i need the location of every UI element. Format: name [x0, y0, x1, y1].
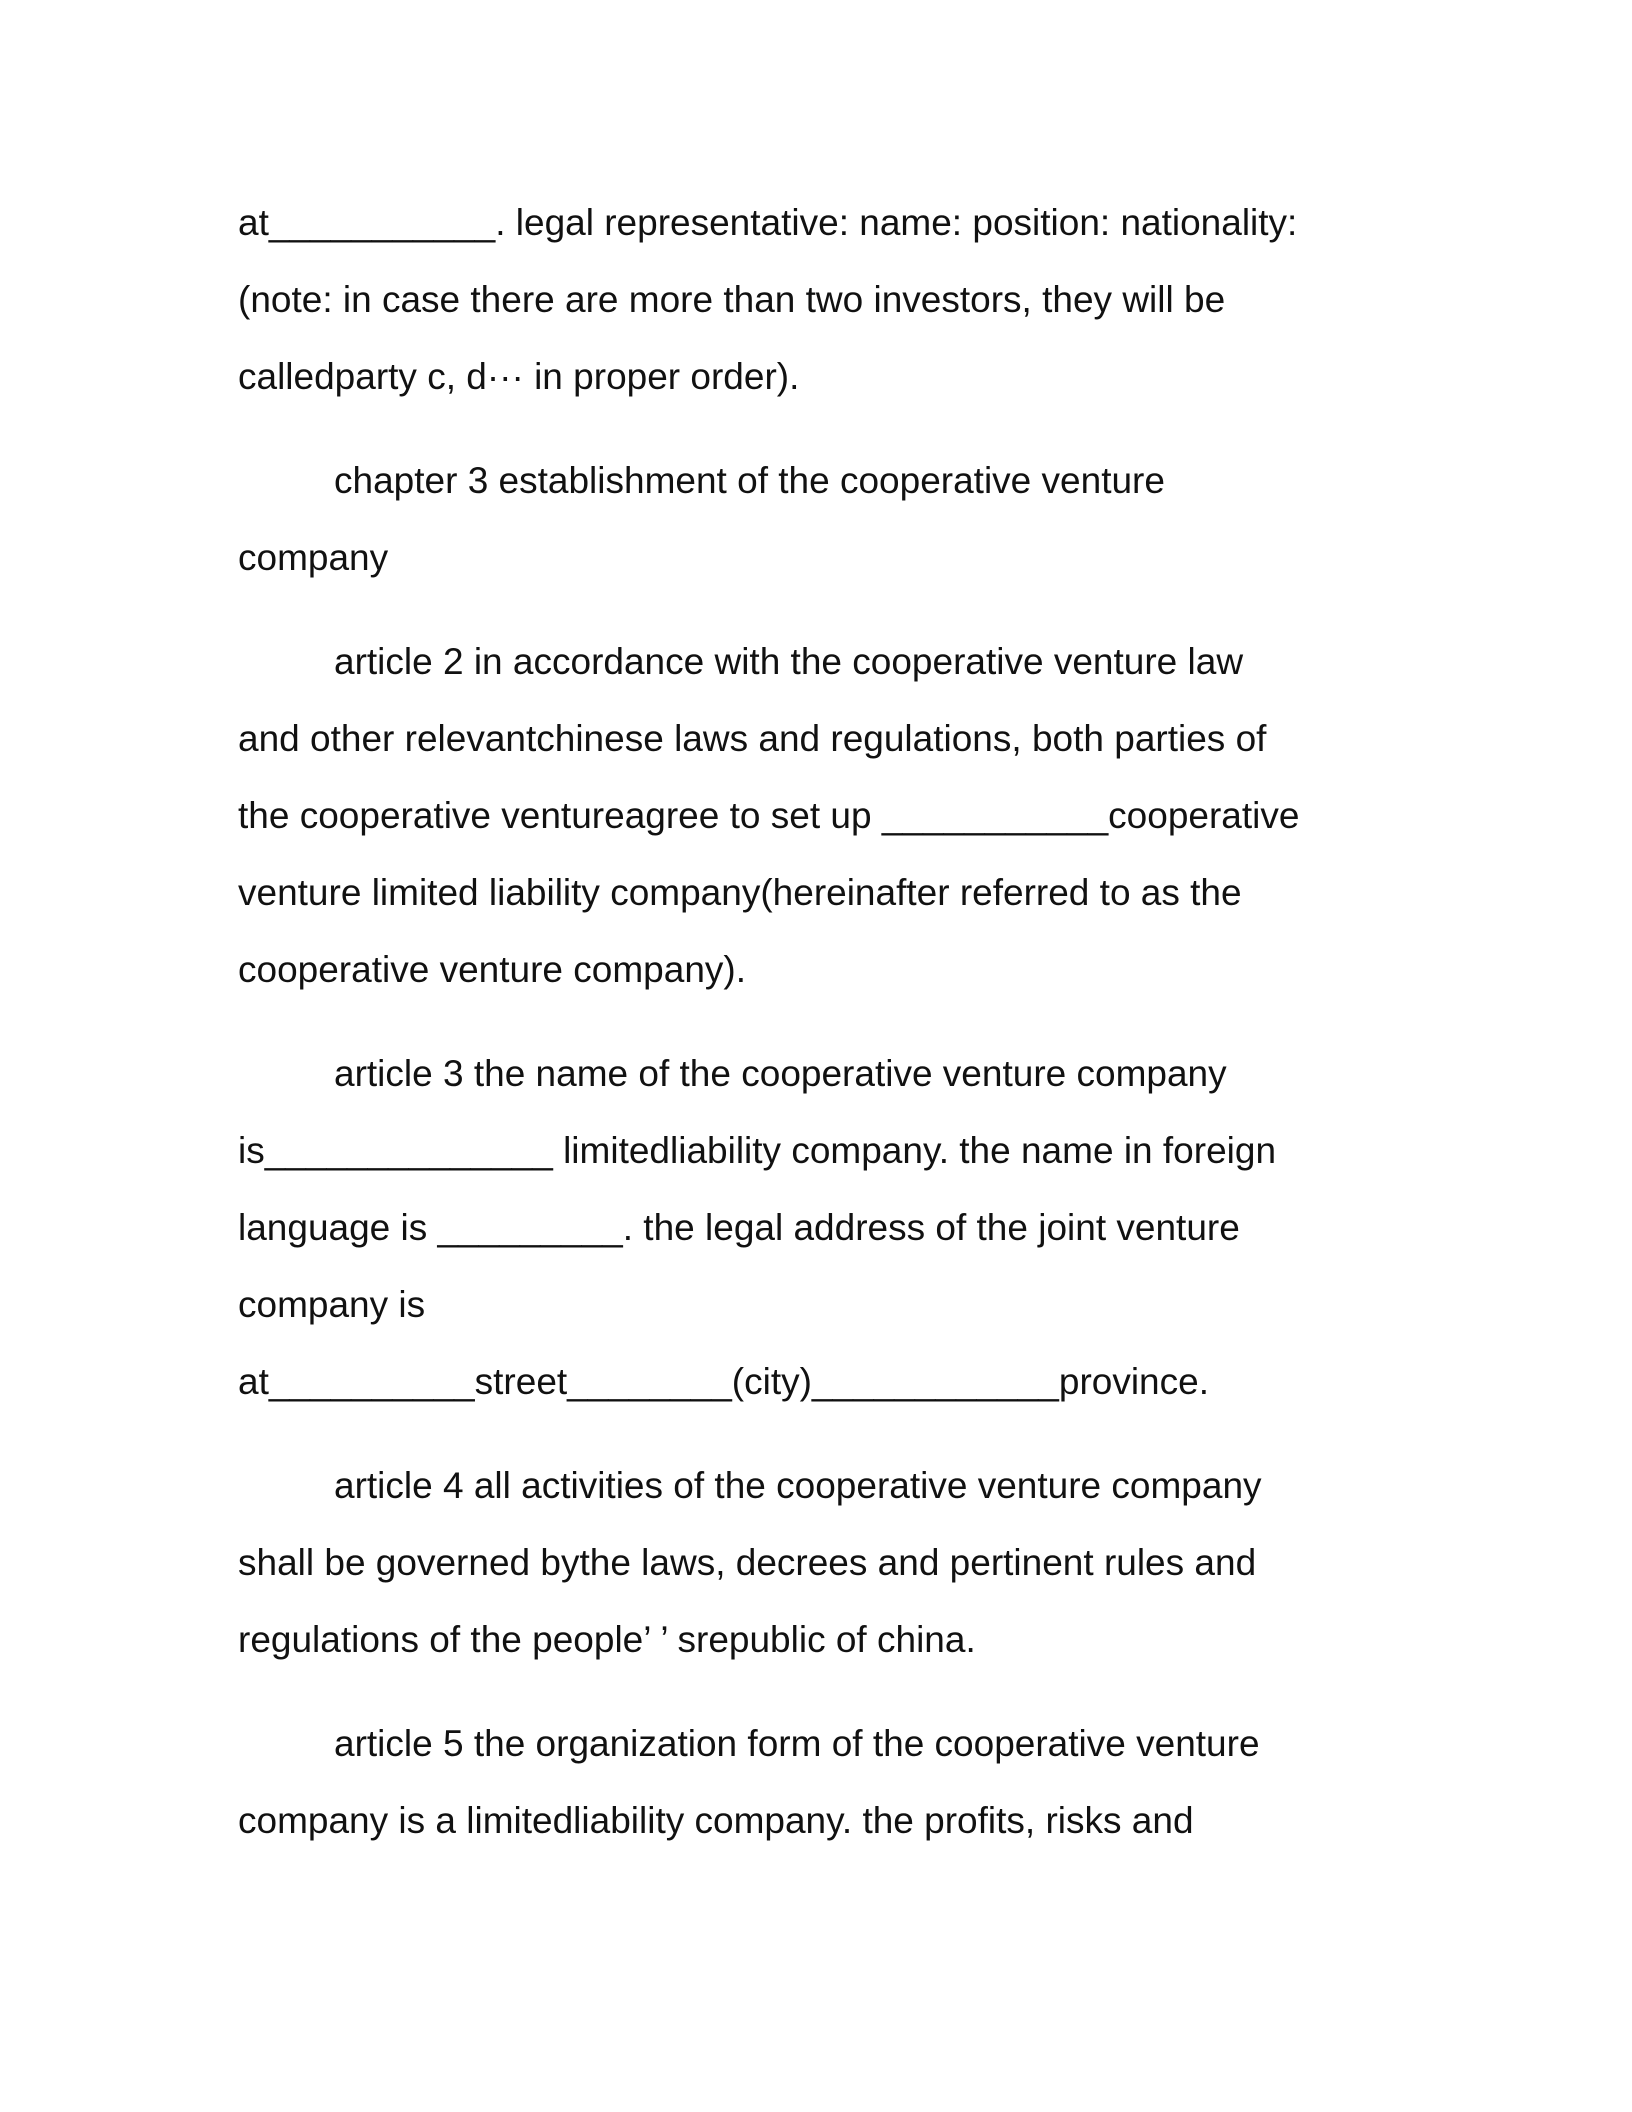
text-line: and other relevantchinese laws and regulations, both parties of [238, 718, 1267, 759]
text-line: article 3 the name of the cooperative venture company [334, 1053, 1227, 1094]
text-line: language is _________. the legal address of the joint venture [238, 1207, 1240, 1248]
text-line: company [238, 537, 389, 578]
article-5 [238, 1705, 1400, 1859]
text-line: is______________ limitedliability company. the name in foreign [238, 1130, 1277, 1171]
text-line: company is a limitedliability company. the profits, risks and [238, 1800, 1194, 1841]
document-page [238, 184, 1400, 1886]
article-3 [238, 1035, 1400, 1420]
text-line: article 2 in accordance with the cooperative venture law [334, 641, 1244, 682]
text-line: cooperative venture company). [238, 949, 746, 990]
text-line: regulations of the people’ ’ srepublic of china. [238, 1619, 976, 1660]
text-line: chapter 3 establishment of the cooperative venture [334, 460, 1165, 501]
article-2 [238, 623, 1400, 1008]
article-4 [238, 1447, 1400, 1678]
text-line: the cooperative ventureagree to set up ___________cooperative [238, 795, 1300, 836]
text-line: venture limited liability company(hereinafter referred to as the [238, 872, 1242, 913]
text-line: article 4 all activities of the cooperative venture company [334, 1465, 1262, 1506]
text-line: at__________street________(city)____________province. [238, 1361, 1209, 1402]
text-line: shall be governed bythe laws, decrees and pertinent rules and [238, 1542, 1257, 1583]
text-line: calledparty c, d··· in proper order). [238, 356, 800, 397]
text-line: article 5 the organization form of the cooperative venture [334, 1723, 1260, 1764]
chapter-heading [238, 442, 1400, 596]
text-line: (note: in case there are more than two investors, they will be [238, 279, 1226, 320]
text-line: at___________. legal representative: name: position: nationality: [238, 202, 1298, 243]
paragraph-investor-details [238, 184, 1400, 415]
text-line: company is [238, 1284, 426, 1325]
